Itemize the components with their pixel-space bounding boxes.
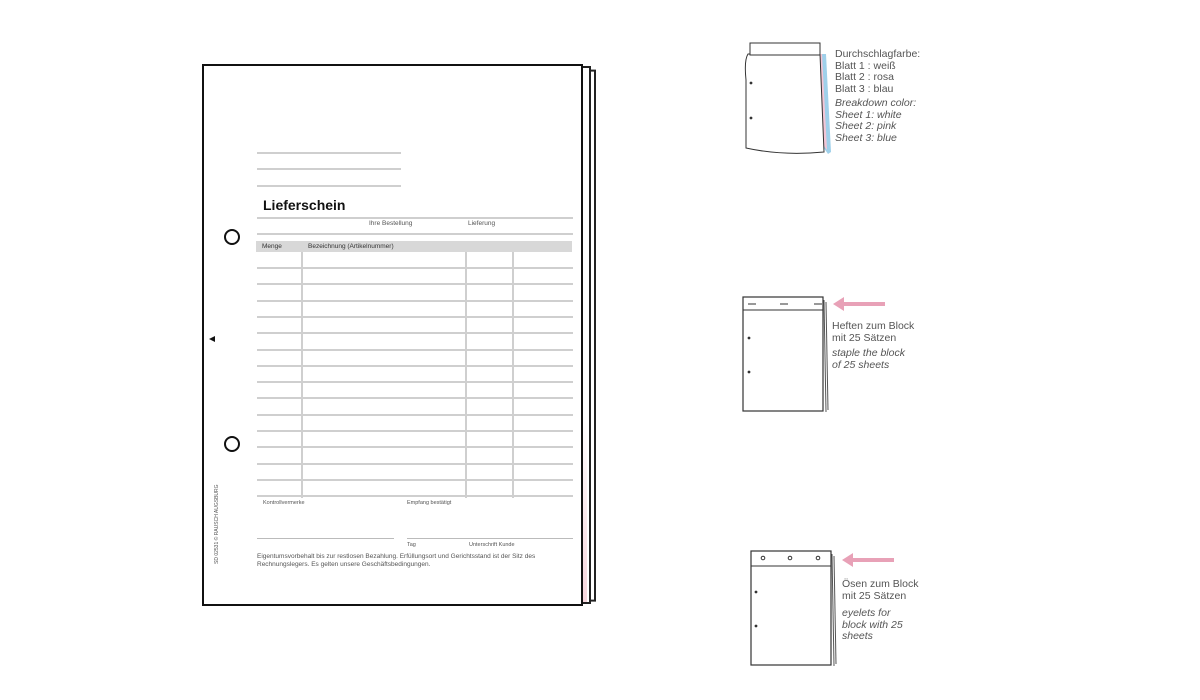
side-code: SD 02531 © RAUSCH AUGSBURG	[214, 484, 220, 564]
table-row-line	[257, 463, 573, 465]
table-row-line	[257, 332, 573, 334]
table-row-line	[257, 495, 573, 497]
center-mark-icon	[209, 336, 215, 342]
color-line-en: Sheet 3: blue	[835, 131, 897, 144]
table-row-line	[257, 446, 573, 448]
order-label: Ihre Bestellung	[369, 220, 413, 227]
receipt-label: Empfang bestätigt	[407, 500, 452, 506]
color-title-en: Breakdown color:	[835, 97, 917, 109]
eyelet-de: mit 25 Sätzen	[842, 589, 907, 602]
punch-hole-bottom	[224, 436, 240, 452]
table-row-line	[257, 430, 573, 432]
color-line-de: Blatt 3 : blau	[835, 82, 894, 95]
punch-hole-top	[224, 229, 240, 245]
header-rule	[257, 217, 573, 219]
table-row-line	[257, 300, 573, 302]
form-footer: Eigentumsvorbehalt bis zur restlosen Bezahlung. Erfüllungsort und Gerichtsstand ist der Sitz des Rechnungslegers. Es gelten unsere Geschäftsbedingungen.	[257, 553, 536, 568]
address-line	[257, 168, 401, 170]
color-line-en: Sheet 1: white	[835, 108, 902, 121]
table-row-line	[257, 365, 573, 367]
column-description: Bezeichnung (Artikelnummer)	[308, 243, 394, 250]
signature-line	[407, 538, 573, 539]
staple-de: mit 25 Sätzen	[832, 331, 897, 344]
staple-info	[832, 321, 914, 371]
color-info	[835, 49, 920, 144]
day-label: Tag	[407, 542, 416, 548]
table-row-line	[257, 397, 573, 399]
sheet-1	[202, 64, 583, 606]
color-title-de: Durchschlagfarbe:	[835, 48, 921, 60]
table-row-line	[257, 479, 573, 481]
table-row-line	[257, 414, 573, 416]
eyelet-en: sheets	[842, 630, 873, 642]
column-divider	[301, 252, 303, 498]
eyelet-diagram	[748, 548, 840, 670]
address-line	[257, 152, 401, 154]
column-divider	[512, 252, 514, 498]
column-quantity: Menge	[262, 243, 282, 250]
table-header	[256, 241, 572, 252]
color-line-en: Sheet 2: pink	[835, 120, 897, 132]
form-title: Lieferschein	[263, 197, 346, 213]
color-line-de: Blatt 1 : weiß	[835, 59, 896, 72]
eyelet-info	[842, 579, 918, 643]
column-divider	[465, 252, 467, 498]
eyelet-de: Ösen zum Block	[842, 578, 919, 590]
staple-en: of 25 sheets	[832, 358, 890, 371]
table-row-line	[257, 349, 573, 351]
control-label: Kontrollvermerke	[263, 500, 305, 506]
address-line	[257, 185, 401, 187]
customer-signature-label: Unterschrift Kunde	[469, 542, 515, 548]
staple-de: Heften zum Block	[832, 320, 915, 332]
staple-arrow-icon	[843, 302, 885, 306]
delivery-label: Lieferung	[468, 220, 496, 227]
table-row-line	[257, 267, 573, 269]
signature-line	[257, 538, 394, 539]
eyelet-en: block with 25	[842, 618, 903, 631]
carbon-copy-diagram	[742, 40, 834, 158]
table-row-line	[257, 316, 573, 318]
table-row-line	[257, 381, 573, 383]
header-rule	[257, 233, 573, 235]
color-line-de: Blatt 2 : rosa	[835, 71, 894, 83]
eyelet-en: eyelets for	[842, 607, 891, 619]
eyelet-arrow-icon	[852, 558, 894, 562]
table-row-line	[257, 283, 573, 285]
form-stack	[200, 62, 610, 612]
staple-diagram	[740, 294, 832, 416]
staple-en: staple the block	[832, 347, 905, 359]
